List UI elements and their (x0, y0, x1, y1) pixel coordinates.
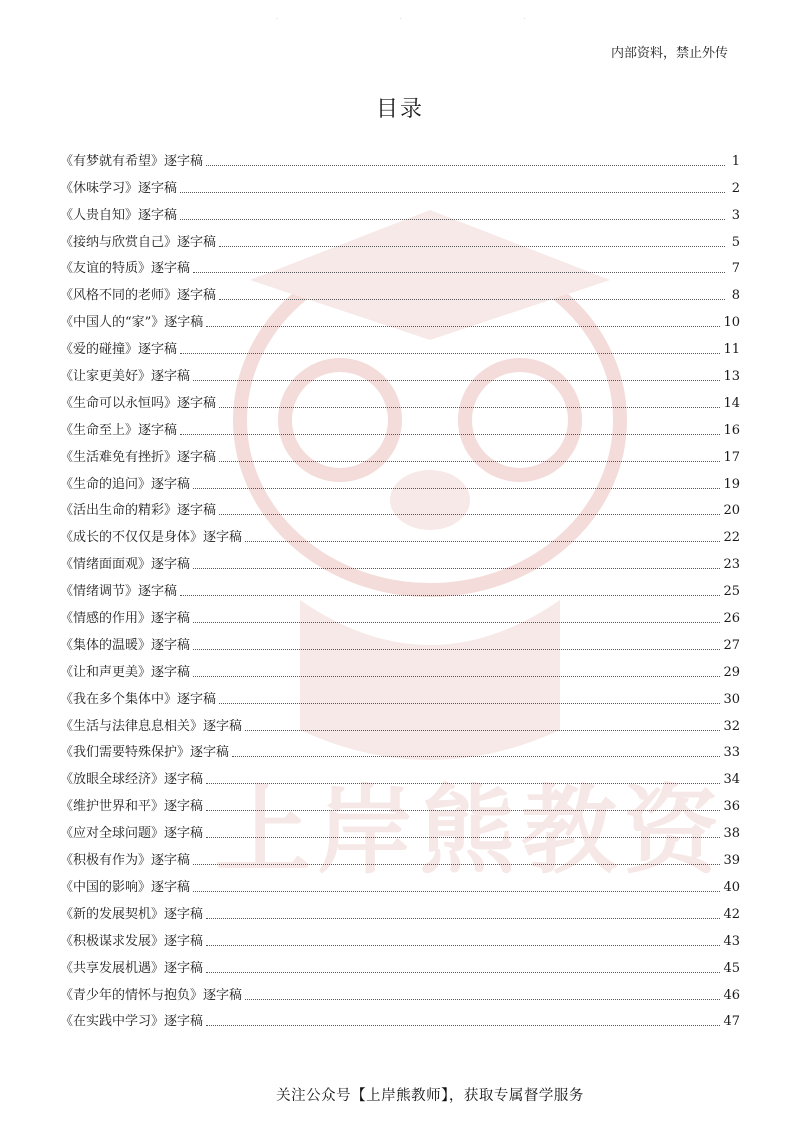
toc-entry[interactable] (60, 896, 740, 923)
dot-leader (245, 999, 720, 1000)
toc-entry[interactable] (60, 224, 740, 251)
toc-entry[interactable] (60, 385, 740, 412)
toc-entry-page-number: 14 (723, 395, 740, 411)
dot-leader (206, 918, 720, 919)
toc-entry-label: 《活出生命的精彩》逐字稿 (60, 503, 217, 519)
toc-entry-label: 《放眼全球经济》逐字稿 (60, 772, 204, 788)
toc-entry-label: 《情绪面面观》逐字稿 (60, 557, 191, 573)
dot-leader (219, 299, 725, 300)
toc-entry-label: 《我在多个集体中》逐字稿 (60, 691, 217, 707)
toc-entry-page-number: 23 (723, 557, 740, 573)
toc-entry-label: 《生命至上》逐字稿 (60, 422, 178, 438)
toc-entry-page-number: 17 (723, 449, 740, 465)
toc-entry-page-number: 13 (723, 369, 740, 385)
toc-entry-label: 《风格不同的老师》逐字稿 (60, 288, 217, 304)
dot-leader (219, 514, 720, 515)
toc-entry-label: 《人贵自知》逐字稿 (60, 207, 178, 223)
dot-leader (193, 649, 720, 650)
toc-entry-page-number: 10 (723, 315, 740, 331)
toc-entry-label: 《中国人的“家”》逐字稿 (60, 315, 204, 331)
toc-entry-page-number: 22 (723, 530, 740, 546)
toc-entry[interactable] (60, 815, 740, 842)
toc-entry-label: 《应对全球问题》逐字稿 (60, 826, 204, 842)
page-title: 目录 (375, 97, 424, 122)
toc-entry-label: 《我们需要特殊保护》逐字稿 (60, 745, 230, 761)
dot-leader (193, 676, 720, 677)
toc-entry[interactable] (60, 358, 740, 385)
dot-leader (180, 595, 720, 596)
toc-entry[interactable] (60, 277, 740, 304)
table-of-contents (60, 143, 740, 1030)
toc-entry[interactable] (60, 842, 740, 869)
toc-entry-page-number: 43 (723, 933, 740, 949)
toc-entry[interactable] (60, 869, 740, 896)
toc-entry[interactable] (60, 600, 740, 627)
toc-entry-label: 《积极谋求发展》逐字稿 (60, 933, 204, 949)
toc-entry-label: 《中国的影响》逐字稿 (60, 879, 191, 895)
toc-entry-page-number: 5 (731, 234, 740, 250)
dot-leader (193, 488, 720, 489)
dot-leader (245, 730, 720, 731)
toc-entry-page-number: 39 (723, 853, 740, 869)
toc-entry[interactable] (60, 519, 740, 546)
toc-entry-page-number: 47 (723, 1014, 740, 1030)
toc-entry-label: 《情绪调节》逐字稿 (60, 584, 178, 600)
toc-entry[interactable] (60, 466, 740, 493)
toc-entry-page-number: 42 (723, 906, 740, 922)
dot-leader (219, 407, 720, 408)
toc-entry-label: 《情感的作用》逐字稿 (60, 611, 191, 627)
toc-entry[interactable] (60, 170, 740, 197)
toc-entry-label: 《新的发展契机》逐字稿 (60, 906, 204, 922)
toc-entry-page-number: 45 (723, 960, 740, 976)
toc-entry-label: 《让家更美好》逐字稿 (60, 369, 191, 385)
toc-entry-page-number: 1 (731, 153, 740, 169)
confidential-note: 内部资料，禁止外传 (610, 46, 728, 61)
toc-entry[interactable] (60, 681, 740, 708)
dot-leader (193, 891, 720, 892)
dot-leader (180, 219, 725, 220)
toc-entry-page-number: 34 (723, 772, 740, 788)
dot-leader (219, 461, 720, 462)
toc-entry-label: 《生活与法律息息相关》逐字稿 (60, 718, 243, 734)
toc-entry-label: 《休味学习》逐字稿 (60, 180, 178, 196)
toc-entry[interactable] (60, 761, 740, 788)
toc-entry[interactable] (60, 788, 740, 815)
toc-entry-page-number: 32 (723, 718, 740, 734)
toc-entry[interactable] (60, 977, 740, 1004)
dot-leader (206, 1025, 720, 1026)
toc-entry-page-number: 36 (723, 799, 740, 815)
dot-leader (193, 272, 725, 273)
toc-entry-page-number: 40 (723, 879, 740, 895)
toc-entry-page-number: 2 (731, 180, 740, 196)
toc-entry[interactable] (60, 143, 740, 170)
dot-leader (206, 326, 720, 327)
dot-leader (232, 756, 720, 757)
toc-entry-page-number: 20 (723, 503, 740, 519)
toc-entry-label: 《积极有作为》逐字稿 (60, 853, 191, 869)
toc-entry[interactable] (60, 412, 740, 439)
toc-entry-label: 《共享发展机遇》逐字稿 (60, 960, 204, 976)
dot-leader (206, 783, 720, 784)
toc-entry[interactable] (60, 735, 740, 762)
toc-entry-label: 《成长的不仅仅是身体》逐字稿 (60, 530, 243, 546)
watermark-text: 上岸熊教资 (215, 775, 725, 887)
toc-entry-page-number: 38 (723, 826, 740, 842)
dot-leader (206, 945, 720, 946)
toc-entry[interactable] (60, 654, 740, 681)
dot-leader (193, 622, 720, 623)
toc-entry-page-number: 46 (723, 987, 740, 1003)
toc-entry[interactable] (60, 1004, 740, 1031)
toc-entry[interactable] (60, 546, 740, 573)
toc-entry-page-number: 11 (723, 342, 740, 358)
toc-entry[interactable] (60, 304, 740, 331)
toc-entry-label: 《有梦就有希望》逐字稿 (60, 153, 204, 169)
toc-entry-label: 《友谊的特质》逐字稿 (60, 261, 191, 277)
toc-entry[interactable] (60, 573, 740, 600)
toc-entry[interactable] (60, 950, 740, 977)
toc-entry-page-number: 33 (723, 745, 740, 761)
toc-entry[interactable] (60, 439, 740, 466)
dot-leader (193, 380, 720, 381)
dot-leader (206, 837, 720, 838)
dot-leader (193, 568, 720, 569)
toc-entry-label: 《让和声更美》逐字稿 (60, 664, 191, 680)
toc-entry-label: 《生活难免有挫折》逐字稿 (60, 449, 217, 465)
dot-leader (219, 703, 720, 704)
toc-entry-page-number: 30 (723, 691, 740, 707)
toc-entry-label: 《在实践中学习》逐字稿 (60, 1014, 204, 1030)
toc-entry-label: 《青少年的情怀与抱负》逐字稿 (60, 987, 243, 1003)
dot-leader (206, 972, 720, 973)
toc-entry[interactable] (60, 331, 740, 358)
toc-entry[interactable] (60, 493, 740, 520)
toc-entry-label: 《生命的追问》逐字稿 (60, 476, 191, 492)
toc-entry[interactable] (60, 923, 740, 950)
toc-entry-page-number: 26 (723, 611, 740, 627)
toc-entry-label: 《生命可以永恒吗》逐字稿 (60, 395, 217, 411)
toc-entry-page-number: 3 (731, 207, 740, 223)
toc-entry-page-number: 19 (723, 476, 740, 492)
toc-entry-page-number: 29 (723, 664, 740, 680)
dot-leader (206, 165, 725, 166)
toc-entry[interactable] (60, 197, 740, 224)
toc-entry-page-number: 25 (723, 584, 740, 600)
toc-entry-label: 《集体的温暖》逐字稿 (60, 637, 191, 653)
toc-entry-page-number: 27 (723, 637, 740, 653)
toc-entry[interactable] (60, 627, 740, 654)
scan-artifact: . . . (276, 14, 586, 21)
toc-entry-page-number: 7 (731, 261, 740, 277)
toc-entry-page-number: 8 (731, 288, 740, 304)
dot-leader (193, 864, 720, 865)
toc-entry[interactable] (60, 251, 740, 278)
dot-leader (180, 434, 720, 435)
toc-entry-label: 《维护世界和平》逐字稿 (60, 799, 204, 815)
dot-leader (219, 246, 725, 247)
dot-leader (206, 810, 720, 811)
footer-promo: 关注公众号【上岸熊教师】，获取专属督学服务 (276, 1088, 584, 1104)
toc-entry-page-number: 16 (723, 422, 740, 438)
dot-leader (245, 541, 720, 542)
toc-entry[interactable] (60, 708, 740, 735)
toc-entry-label: 《接纳与欣赏自己》逐字稿 (60, 234, 217, 250)
dot-leader (180, 353, 720, 354)
dot-leader (180, 192, 725, 193)
toc-entry-label: 《爱的碰撞》逐字稿 (60, 342, 178, 358)
